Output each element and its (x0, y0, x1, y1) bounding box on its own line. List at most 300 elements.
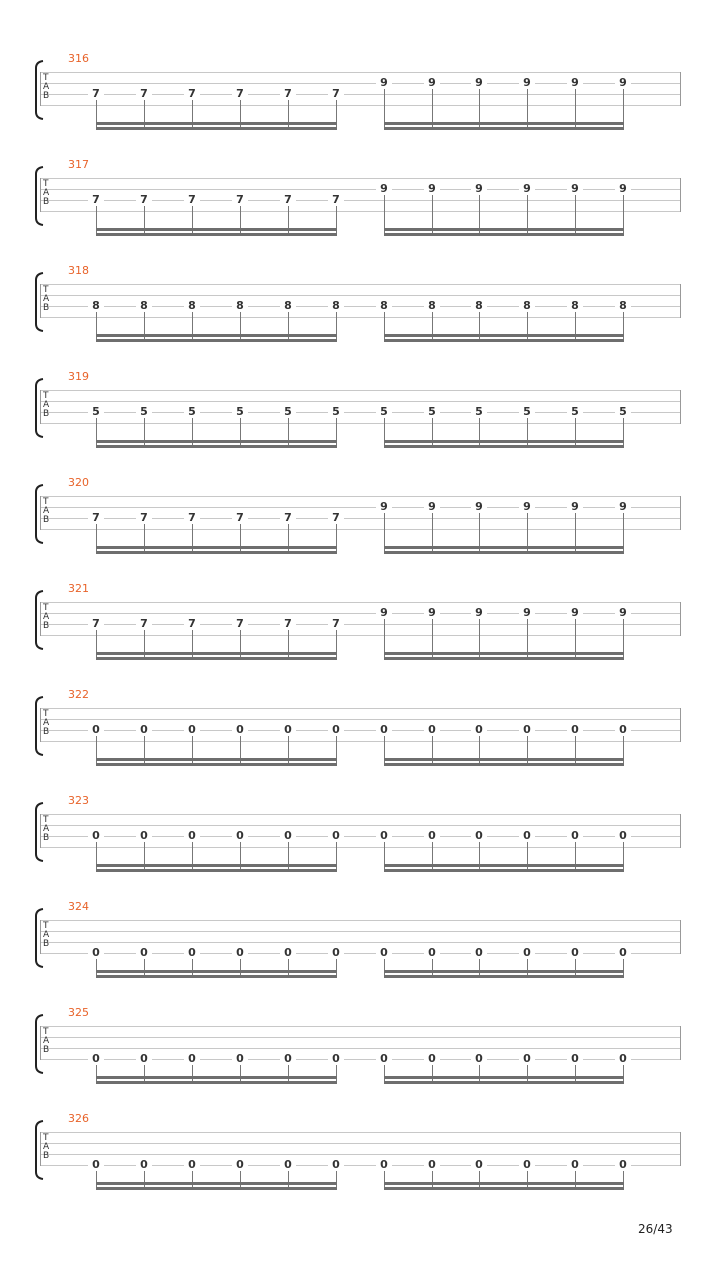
note-beam (384, 233, 624, 236)
fret-number: 0 (471, 1159, 487, 1171)
fret-number: 7 (88, 88, 104, 100)
note-stem (96, 1171, 97, 1188)
fret-number: 8 (376, 300, 392, 312)
fret-number: 5 (280, 406, 296, 418)
note-beam (384, 440, 624, 443)
fret-number: 0 (567, 724, 583, 736)
fret-number: 0 (88, 1159, 104, 1171)
fret-number: 0 (471, 1053, 487, 1065)
fret-number: 0 (519, 947, 535, 959)
barline-start (40, 1132, 41, 1166)
fret-number: 0 (376, 724, 392, 736)
staff-line (40, 1143, 681, 1144)
tab-system (0, 1112, 720, 1218)
tab-staff (40, 178, 682, 212)
note-beam (384, 1182, 624, 1185)
fret-number: 0 (376, 947, 392, 959)
barline-start (40, 1026, 41, 1060)
measure-number: 325 (68, 1006, 89, 1019)
note-stem (575, 959, 576, 976)
note-stem (240, 1065, 241, 1082)
fret-number: 7 (88, 512, 104, 524)
note-stem (575, 1065, 576, 1082)
fret-number: 9 (519, 501, 535, 513)
note-beam (96, 233, 337, 236)
tab-system (0, 900, 720, 1006)
tab-staff (40, 708, 682, 742)
note-stem (288, 1171, 289, 1188)
tab-clef-letter: A (43, 612, 50, 622)
tab-system (0, 158, 720, 264)
fret-number: 9 (519, 183, 535, 195)
note-beam (96, 1081, 337, 1084)
tab-clef-letter: T (43, 497, 49, 507)
note-beam (384, 339, 624, 342)
fret-number: 0 (471, 724, 487, 736)
note-beam (384, 970, 624, 973)
fret-number: 0 (136, 1159, 152, 1171)
tab-system (0, 370, 720, 476)
tab-clef-letter: T (43, 1133, 49, 1143)
fret-number: 7 (280, 194, 296, 206)
fret-number: 5 (232, 406, 248, 418)
staff-line (40, 72, 681, 73)
note-beam (96, 869, 337, 872)
fret-number: 9 (424, 77, 440, 89)
fret-number: 0 (424, 947, 440, 959)
note-stem (479, 1065, 480, 1082)
fret-number: 5 (567, 406, 583, 418)
fret-number: 9 (615, 501, 631, 513)
barline-start (40, 814, 41, 848)
tab-staff (40, 284, 682, 318)
fret-number: 0 (136, 947, 152, 959)
note-beam (384, 546, 624, 549)
measure-number: 323 (68, 794, 89, 807)
fret-number: 5 (328, 406, 344, 418)
note-beam (384, 652, 624, 655)
fret-number: 9 (376, 77, 392, 89)
tab-system (0, 1006, 720, 1112)
note-stem (527, 1065, 528, 1082)
staff-line (40, 942, 681, 943)
fret-number: 0 (519, 830, 535, 842)
note-beam (96, 970, 337, 973)
fret-number: 5 (519, 406, 535, 418)
tab-staff (40, 1132, 682, 1171)
tab-staff (40, 390, 682, 424)
note-stem (527, 1171, 528, 1188)
fret-number: 0 (232, 1159, 248, 1171)
fret-number: 8 (424, 300, 440, 312)
fret-number: 0 (328, 830, 344, 842)
staff-line (40, 931, 681, 932)
fret-number: 5 (88, 406, 104, 418)
fret-number: 7 (136, 512, 152, 524)
note-beam (96, 228, 337, 231)
tab-clef-letter: T (43, 1027, 49, 1037)
fret-number: 9 (424, 607, 440, 619)
fret-number: 8 (88, 300, 104, 312)
note-stem (623, 959, 624, 976)
note-beam (96, 127, 337, 130)
note-beam (384, 228, 624, 231)
fret-number: 0 (88, 830, 104, 842)
fret-number: 0 (567, 1053, 583, 1065)
barline-end (680, 284, 681, 318)
tab-clef-letter: B (43, 1045, 50, 1055)
measure-number: 321 (68, 582, 89, 595)
note-stem (479, 1171, 480, 1188)
note-beam (384, 334, 624, 337)
tab-clef-letter: A (43, 1036, 50, 1046)
note-beam (384, 127, 624, 130)
barline-end (680, 602, 681, 636)
fret-number: 0 (88, 724, 104, 736)
staff-line (40, 602, 681, 603)
fret-number: 9 (471, 183, 487, 195)
note-beam (96, 445, 337, 448)
page-number: 26/43 (638, 1222, 673, 1236)
staff-line (40, 741, 681, 742)
staff-line (40, 1132, 681, 1133)
barline-start (40, 178, 41, 212)
fret-number: 0 (567, 947, 583, 959)
fret-number: 0 (328, 1159, 344, 1171)
fret-number: 0 (376, 1159, 392, 1171)
note-stem (288, 1065, 289, 1082)
note-beam (96, 339, 337, 342)
note-stem (96, 1065, 97, 1082)
note-beam (384, 1187, 624, 1190)
note-stem (144, 1171, 145, 1188)
fret-number: 5 (184, 406, 200, 418)
tab-clef-letter: A (43, 188, 50, 198)
fret-number: 0 (471, 830, 487, 842)
fret-number: 0 (615, 1053, 631, 1065)
barline-end (680, 178, 681, 212)
note-stem (192, 959, 193, 976)
fret-number: 9 (424, 501, 440, 513)
fret-number: 0 (567, 830, 583, 842)
fret-number: 0 (424, 830, 440, 842)
tab-clef-letter: A (43, 506, 50, 516)
tab-system (0, 476, 720, 582)
fret-number: 0 (615, 830, 631, 842)
fret-number: 0 (280, 1159, 296, 1171)
measure-number: 320 (68, 476, 89, 489)
fret-number: 9 (567, 607, 583, 619)
fret-number: 8 (232, 300, 248, 312)
note-stem (240, 1171, 241, 1188)
note-stem (384, 1171, 385, 1188)
staff-line (40, 496, 681, 497)
note-beam (96, 763, 337, 766)
fret-number: 0 (471, 947, 487, 959)
barline-end (680, 390, 681, 424)
note-stem (192, 1171, 193, 1188)
fret-number: 5 (471, 406, 487, 418)
fret-number: 7 (280, 512, 296, 524)
fret-number: 8 (471, 300, 487, 312)
note-beam (384, 758, 624, 761)
note-beam (384, 763, 624, 766)
fret-number: 0 (519, 1159, 535, 1171)
tab-clef-letter: T (43, 709, 49, 719)
staff-line (40, 825, 681, 826)
barline-end (680, 1132, 681, 1166)
tab-clef-letter: T (43, 603, 49, 613)
fret-number: 0 (328, 947, 344, 959)
measure-number: 324 (68, 900, 89, 913)
fret-number: 7 (88, 194, 104, 206)
note-beam (96, 864, 337, 867)
tab-clef-letter: B (43, 939, 50, 949)
fret-number: 7 (232, 88, 248, 100)
tab-staff (40, 814, 682, 848)
fret-number: 7 (136, 194, 152, 206)
fret-number: 0 (184, 830, 200, 842)
staff-line (40, 284, 681, 285)
tab-clef-letter: T (43, 73, 49, 83)
barline-start (40, 496, 41, 530)
fret-number: 7 (328, 618, 344, 630)
fret-number: 0 (136, 830, 152, 842)
fret-number: 0 (184, 947, 200, 959)
fret-number: 8 (280, 300, 296, 312)
note-beam (384, 975, 624, 978)
note-beam (96, 334, 337, 337)
staff-line (40, 211, 681, 212)
fret-number: 8 (328, 300, 344, 312)
fret-number: 0 (615, 947, 631, 959)
staff-line (40, 635, 681, 636)
fret-number: 0 (376, 830, 392, 842)
fret-number: 0 (280, 947, 296, 959)
tab-clef-letter: T (43, 815, 49, 825)
tab-clef-letter: B (43, 409, 50, 419)
tab-clef-letter: B (43, 303, 50, 313)
staff-line (40, 507, 681, 508)
fret-number: 0 (567, 1159, 583, 1171)
barline-end (680, 72, 681, 106)
note-beam (384, 445, 624, 448)
fret-number: 0 (424, 1053, 440, 1065)
tab-clef-letter: B (43, 1151, 50, 1161)
fret-number: 0 (328, 1053, 344, 1065)
tab-clef-letter: B (43, 197, 50, 207)
fret-number: 0 (280, 830, 296, 842)
note-beam (384, 864, 624, 867)
fret-number: 9 (615, 607, 631, 619)
staff-line (40, 814, 681, 815)
staff-line (40, 401, 681, 402)
fret-number: 8 (136, 300, 152, 312)
fret-number: 0 (232, 830, 248, 842)
barline-start (40, 390, 41, 424)
measure-number: 316 (68, 52, 89, 65)
note-stem (336, 959, 337, 976)
fret-number: 0 (88, 947, 104, 959)
barline-start (40, 602, 41, 636)
staff-line (40, 317, 681, 318)
note-beam (96, 652, 337, 655)
note-beam (384, 1076, 624, 1079)
fret-number: 0 (280, 1053, 296, 1065)
tab-system (0, 582, 720, 688)
note-stem (575, 1171, 576, 1188)
fret-number: 0 (615, 1159, 631, 1171)
tab-system (0, 794, 720, 900)
tab-clef-letter: A (43, 82, 50, 92)
note-beam (96, 975, 337, 978)
staff-line (40, 423, 681, 424)
note-beam (96, 122, 337, 125)
fret-number: 5 (136, 406, 152, 418)
fret-number: 8 (519, 300, 535, 312)
fret-number: 7 (280, 88, 296, 100)
note-stem (432, 1065, 433, 1082)
tab-clef-letter: A (43, 930, 50, 940)
tab-staff (40, 72, 682, 106)
note-stem (623, 1065, 624, 1082)
tab-staff (40, 920, 682, 959)
staff-line (40, 847, 681, 848)
note-beam (384, 122, 624, 125)
note-beam (384, 551, 624, 554)
note-beam (96, 546, 337, 549)
fret-number: 8 (615, 300, 631, 312)
fret-number: 9 (376, 501, 392, 513)
staff-line (40, 708, 681, 709)
fret-number: 0 (519, 1053, 535, 1065)
fret-number: 7 (232, 618, 248, 630)
tab-clef-letter: B (43, 91, 50, 101)
fret-number: 0 (232, 947, 248, 959)
fret-number: 9 (567, 183, 583, 195)
fret-number: 0 (424, 724, 440, 736)
tab-clef-letter: A (43, 400, 50, 410)
staff-line (40, 1154, 681, 1155)
fret-number: 0 (232, 1053, 248, 1065)
note-beam (96, 657, 337, 660)
fret-number: 0 (280, 724, 296, 736)
fret-number: 0 (184, 724, 200, 736)
note-stem (288, 959, 289, 976)
fret-number: 9 (567, 501, 583, 513)
fret-number: 7 (280, 618, 296, 630)
tab-clef-letter: A (43, 1142, 50, 1152)
measure-number: 319 (68, 370, 89, 383)
fret-number: 0 (519, 724, 535, 736)
tab-system (0, 52, 720, 158)
staff-line (40, 295, 681, 296)
fret-number: 7 (328, 512, 344, 524)
note-stem (432, 1171, 433, 1188)
fret-number: 7 (88, 618, 104, 630)
note-stem (384, 1065, 385, 1082)
note-stem (432, 959, 433, 976)
fret-number: 0 (376, 1053, 392, 1065)
staff-line (40, 1048, 681, 1049)
fret-number: 7 (232, 512, 248, 524)
staff-line (40, 83, 681, 84)
fret-number: 9 (615, 183, 631, 195)
staff-line (40, 390, 681, 391)
fret-number: 0 (136, 1053, 152, 1065)
fret-number: 7 (184, 618, 200, 630)
note-stem (144, 959, 145, 976)
fret-number: 0 (88, 1053, 104, 1065)
tab-clef-letter: B (43, 727, 50, 737)
staff-line (40, 529, 681, 530)
tab-system (0, 264, 720, 370)
fret-number: 7 (136, 618, 152, 630)
staff-line (40, 1037, 681, 1038)
fret-number: 7 (136, 88, 152, 100)
fret-number: 9 (471, 501, 487, 513)
fret-number: 0 (424, 1159, 440, 1171)
fret-number: 9 (424, 183, 440, 195)
fret-number: 8 (567, 300, 583, 312)
staff-line (40, 189, 681, 190)
fret-number: 0 (328, 724, 344, 736)
staff-line (40, 1026, 681, 1027)
note-beam (96, 1182, 337, 1185)
staff-line (40, 719, 681, 720)
tab-clef-letter: A (43, 824, 50, 834)
fret-number: 5 (615, 406, 631, 418)
barline-start (40, 284, 41, 318)
tab-staff (40, 496, 682, 530)
fret-number: 0 (136, 724, 152, 736)
fret-number: 9 (471, 607, 487, 619)
fret-number: 0 (184, 1053, 200, 1065)
tab-clef-letter: A (43, 718, 50, 728)
staff-line (40, 613, 681, 614)
barline-end (680, 1026, 681, 1060)
note-beam (384, 657, 624, 660)
note-beam (384, 1081, 624, 1084)
barline-end (680, 496, 681, 530)
note-beam (96, 1076, 337, 1079)
fret-number: 9 (615, 77, 631, 89)
tab-clef-letter: A (43, 294, 50, 304)
note-stem (384, 959, 385, 976)
measure-number: 326 (68, 1112, 89, 1125)
tab-staff (40, 602, 682, 636)
tab-clef-letter: T (43, 391, 49, 401)
note-beam (384, 869, 624, 872)
fret-number: 9 (519, 607, 535, 619)
note-stem (192, 1065, 193, 1082)
measure-number: 318 (68, 264, 89, 277)
note-beam (96, 551, 337, 554)
note-stem (336, 1065, 337, 1082)
tab-system (0, 688, 720, 794)
note-stem (336, 1171, 337, 1188)
measure-number: 317 (68, 158, 89, 171)
note-stem (527, 959, 528, 976)
tab-clef-letter: B (43, 621, 50, 631)
tab-clef-letter: B (43, 833, 50, 843)
staff-line (40, 105, 681, 106)
fret-number: 7 (328, 194, 344, 206)
measure-number: 322 (68, 688, 89, 701)
fret-number: 9 (567, 77, 583, 89)
tab-clef-letter: T (43, 921, 49, 931)
tab-clef-letter: B (43, 515, 50, 525)
